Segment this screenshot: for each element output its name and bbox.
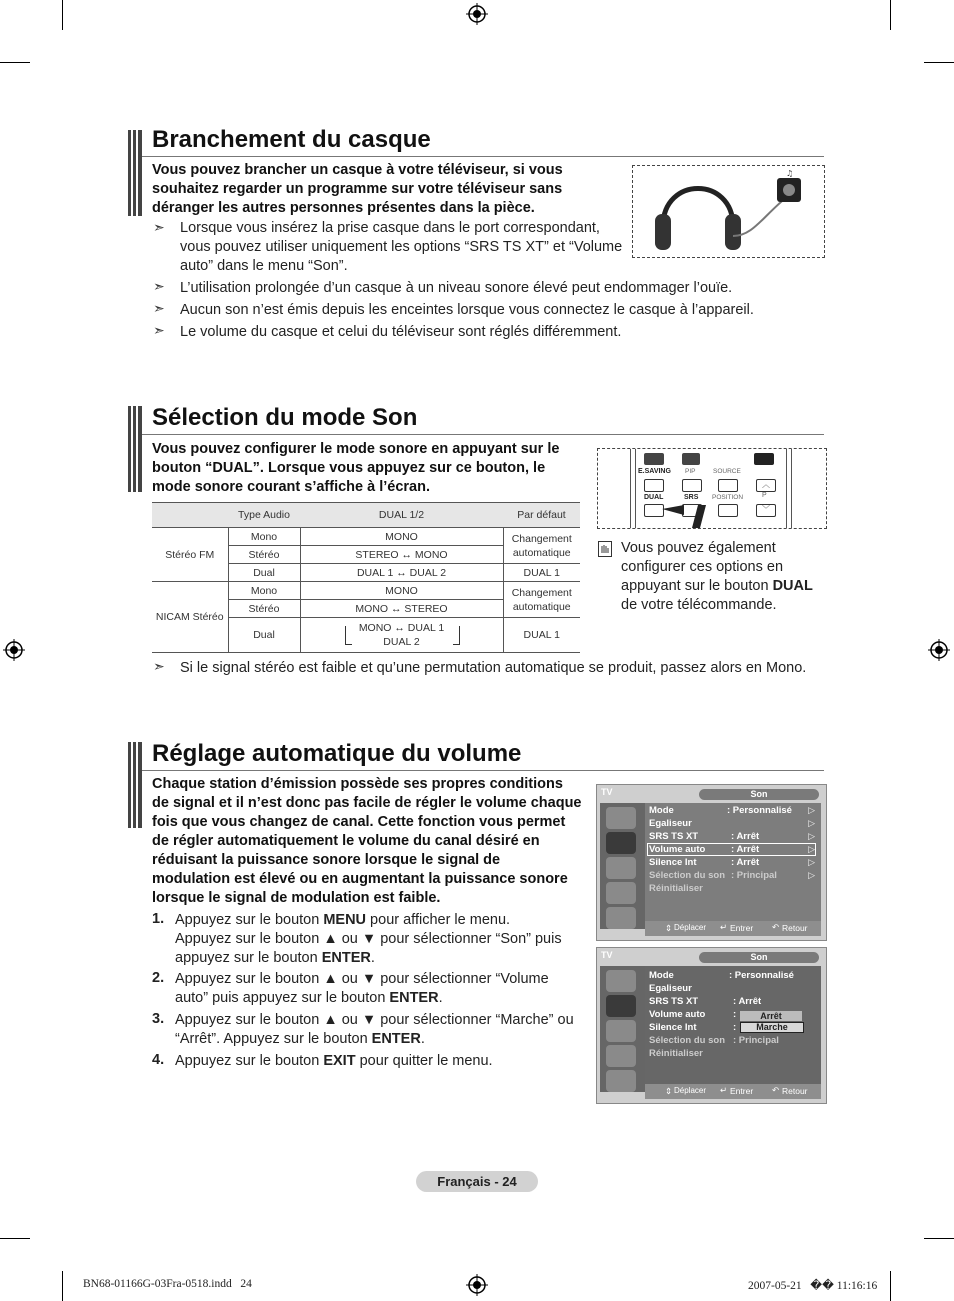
step-4 [175,1052,580,1071]
footer-timestamp: 2007-05-21 �� 11:16:16 [748,1280,878,1292]
menu-footer-enter: Entrer [730,1086,754,1096]
table-cell-text: Changement [511,532,572,545]
footer-filename: BN68-01166G-03Fra-0518.indd 24 [83,1278,252,1290]
menu-row-srs: SRS TS XT [649,831,699,842]
menu-footer-move: Déplacer [674,1086,707,1095]
srs-label: SRS [684,494,699,501]
section-rule [142,770,824,771]
dropdown-option-arret[interactable] [740,1011,802,1021]
crop-mark [924,62,954,63]
triangle-right-icon: ▷ [808,831,815,841]
table-cell: DUAL 1 [503,618,580,653]
triangle-right-icon: ▷ [808,857,815,867]
table-cell: Mono [228,582,300,600]
svg-text:♫: ♫ [786,169,794,178]
menu-value: : Principal [731,870,777,881]
note-casque-2: L’utilisation prolongée d’un casque à un niveau sonore élevé peut endommager l’ouïe. [180,280,733,296]
menu-sidebar [600,803,645,929]
menu-value: : Arrêt [731,844,760,855]
menu-row-silence-int: Silence Int [649,857,697,868]
note-arrow-icon: ➣ [153,219,165,235]
table-cell: Stéréo [228,546,300,564]
menu-footer-move: Déplacer [674,923,707,932]
note-arrow-icon: ➣ [153,300,165,316]
menu-value: : Personnalisé [727,805,792,816]
table-cell: Dual [228,564,300,582]
table-cell-text: automatique [512,600,571,613]
registration-mark-icon [928,639,950,661]
table-cell [503,582,580,618]
crop-mark [62,1271,63,1301]
crop-mark [924,1238,954,1239]
menu-row-selection-son: Sélection du son [649,870,726,881]
menu-value: : Principal [733,1035,779,1046]
step-text: . [438,990,443,1006]
table-cell: MONO [300,582,503,600]
section-title-casque: Branchement du casque [152,126,431,153]
table-cell: Stéréo [228,600,300,618]
chevron-up-icon: ︿ [756,479,776,492]
section-bar [128,130,142,216]
table-cell: DUAL 1 [503,564,580,582]
remote-button [754,453,774,465]
menu-value: : Arrêt [731,831,760,842]
step-text: pour afficher le menu. [366,912,511,928]
menu-row-mode: Mode [649,970,674,981]
source-button [718,479,738,492]
p-label: P [762,492,767,499]
input-icon [606,907,636,929]
step-number: 3. [152,1011,165,1027]
move-icon: ⇕ [665,923,673,933]
menu-row-reinitialiser: Réinitialiser [649,1048,703,1059]
step-key: ENTER [389,990,439,1006]
step-text: Appuyez sur le bouton ▲ ou ▼ pour sélectionner “Volume auto” puis appuyez sur le bouton [175,971,549,1006]
menu-tv-tab: TV [601,950,613,960]
menu-body [645,966,821,1092]
table-cell [503,528,580,564]
sound-icon [606,995,636,1017]
table-cell: STEREO ↔ MONO [300,546,503,564]
step-key: EXIT [323,1053,356,1069]
table-cell: DUAL 1 ↔ DUAL 2 [300,564,503,582]
esaving-label: E.SAVING [638,468,671,475]
table-cell-text: DUAL 2 [383,636,420,648]
menu-value-colon: : [733,1022,737,1033]
step-text: . [420,1031,425,1047]
crop-mark [890,0,891,30]
step-text: Appuyez sur le bouton [175,912,324,928]
table-cell-text: automatique [512,546,571,559]
step-text: Appuyez sur le bouton ▲ ou ▼ pour sélectionner “Marche” ou “Arrêt”. Appuyez sur le bouton [175,1012,574,1047]
dual-tip-bold: DUAL [772,578,813,594]
table-header: Par défaut [503,503,580,528]
menu-footer-enter: Entrer [730,923,754,933]
section-title-mode-son: Sélection du mode Son [152,404,418,431]
dual-button [644,504,664,517]
dual-tip-text: Vous pouvez également configurer ces options en appuyant sur le bouton [621,540,784,594]
position-label: POSITION [712,494,744,501]
section-title-volume: Réglage automatique du volume [152,740,522,767]
remote-button [644,479,664,492]
menu-value: : Arrêt [733,996,762,1007]
pip-button [682,453,700,465]
crop-mark [0,1238,30,1239]
return-icon: ↶ [772,922,780,932]
note-arrow-icon: ➣ [153,322,165,338]
note-casque-3: Aucun son n’est émis depuis les enceintes lorsque vous connectez le casque à l’appareil. [180,302,754,318]
menu-footer [645,1084,821,1099]
intro-mode-son: Vous pouvez configurer le mode sonore en appuyant sur le bouton “DUAL”. Lorsque vous appuyez sur ce bouton, le mode sonore courant s’affiche à l’écran. [152,441,560,495]
crop-mark [62,0,63,30]
son-menu-screenshot-2 [596,947,827,1104]
table-header: Type Audio [228,503,300,528]
step-key: ENTER [371,1031,421,1047]
registration-mark-icon [3,639,25,661]
menu-row-volume-auto: Volume auto [649,1009,706,1020]
step-text: Appuyez sur le bouton ▲ ou ▼ pour sélectionner “Son” puis appuyez sur le bouton [175,931,562,966]
menu-value: : Arrêt [731,857,760,868]
table-cell-text: Changement [511,586,572,599]
channel-icon [606,857,636,879]
table-cell [300,618,503,653]
channel-icon [606,1020,636,1042]
note-casque-1: Lorsque vous insérez la prise casque dans le port correspondant, vous pouvez utiliser uniquement les options “SRS TS XT” et “Volume auto” dans le menu “Son”. [180,220,623,274]
step-text: Appuyez sur le bouton [175,1053,324,1069]
menu-tv-tab: TV [601,787,613,797]
section-rule [142,156,824,157]
menu-title: Son [699,952,819,963]
triangle-right-icon: ▷ [808,844,815,854]
menu-sidebar [600,966,645,1092]
remote-button [682,479,702,492]
headphone-icon [633,166,824,257]
step-3 [175,1011,580,1049]
dual-label: DUAL [644,494,664,501]
sound-icon [606,832,636,854]
page-number-badge: Français - 24 [416,1171,538,1192]
pointer-arrow-icon [662,501,712,528]
dropdown-option-label: Arrêt [760,1011,782,1021]
menu-row-selection-son: Sélection du son [649,1035,726,1046]
table-header: DUAL 1/2 [300,503,503,528]
return-icon: ↶ [772,1085,780,1095]
triangle-right-icon: ▷ [808,870,815,880]
registration-mark-icon [466,1274,488,1296]
step-1 [175,911,580,968]
picture-icon [606,807,636,829]
crop-mark [0,62,30,63]
note-arrow-icon: ➣ [153,278,165,294]
son-menu-screenshot-1 [596,784,827,941]
menu-row-mode: Mode [649,805,674,816]
intro-volume: Chaque station d’émission possède ses propres conditions de signal et il n’est donc pas facile de régler le volume chaque fois que vous changez de canal. Cette fonction vous permet de régler automatiquement le volume du canal désiré en réduisant la puissance sonore lorsque le signal de modulation est élevé ou en augmentant la puissance sonore lorsque le signal de modulation est faible. [152,776,582,906]
setup-icon [606,882,636,904]
menu-row-egaliseur: Egaliseur [649,983,692,994]
menu-body [645,803,821,929]
audio-mode-table [152,502,580,653]
step-2 [175,970,580,1008]
table-cell: NICAM Stéréo [152,582,228,653]
headphone-illustration [632,165,825,258]
chevron-down-icon: ﹀ [756,504,776,517]
note-arrow-icon: ➣ [153,658,165,674]
input-icon [606,1070,636,1092]
tip-hand-icon [598,541,612,557]
menu-footer [645,921,821,936]
menu-footer-back: Retour [782,923,808,933]
step-key: MENU [323,912,367,928]
note-casque-4: Le volume du casque et celui du téléviseur sont réglés différemment. [180,324,622,340]
registration-mark-icon [466,3,488,25]
picture-icon [606,970,636,992]
menu-title: Son [699,789,819,800]
table-cell: MONO ↔ STEREO [300,600,503,618]
dropdown-option-label: Marche [756,1022,788,1032]
dual-tip [621,539,821,615]
table-cell-text: MONO ↔ DUAL 1 [358,622,445,634]
menu-row-reinitialiser: Réinitialiser [649,883,703,894]
source-label: SOURCE [713,468,741,475]
section-bar [128,742,142,828]
section-bar [128,406,142,492]
intro-casque: Vous pouvez brancher un casque à votre téléviseur, si vous souhaitez regarder un programme sur votre téléviseur sans déranger les autres personnes présentes dans la pièce. [152,162,563,216]
crop-mark [890,1271,891,1301]
menu-row-silence-int: Silence Int [649,1022,697,1033]
dropdown-option-marche[interactable] [740,1022,804,1033]
triangle-right-icon: ▷ [808,805,815,815]
step-text: pour quitter le menu. [355,1053,493,1069]
menu-row-volume-auto: Volume auto [649,844,706,855]
esaving-button [644,453,664,465]
pip-label: PIP [685,468,696,475]
table-cell: Dual [228,618,300,653]
step-text: . [370,950,375,966]
step-key: ENTER [321,950,371,966]
remote-illustration [597,448,827,529]
menu-row-egaliseur: Egaliseur [649,818,692,829]
setup-icon [606,1045,636,1067]
step-number: 4. [152,1052,165,1068]
table-cell: Stéréo FM [152,528,228,582]
step-number: 2. [152,970,165,986]
menu-row-srs: SRS TS XT [649,996,699,1007]
section-rule [142,434,824,435]
position-button [718,504,738,517]
note-mono: Si le signal stéréo est faible et qu’une permutation automatique se produit, passez alors en Mono. [180,660,807,676]
table-cell: MONO [300,528,503,546]
enter-icon: ↵ [720,1085,728,1095]
triangle-right-icon: ▷ [808,818,815,828]
move-icon: ⇕ [665,1086,673,1096]
menu-footer-back: Retour [782,1086,808,1096]
enter-icon: ↵ [720,922,728,932]
dual-tip-text: de votre télécommande. [621,597,777,613]
table-cell: Mono [228,528,300,546]
menu-value: : Personnalisé [729,970,794,981]
step-number: 1. [152,911,165,927]
menu-value-colon: : [733,1009,737,1020]
